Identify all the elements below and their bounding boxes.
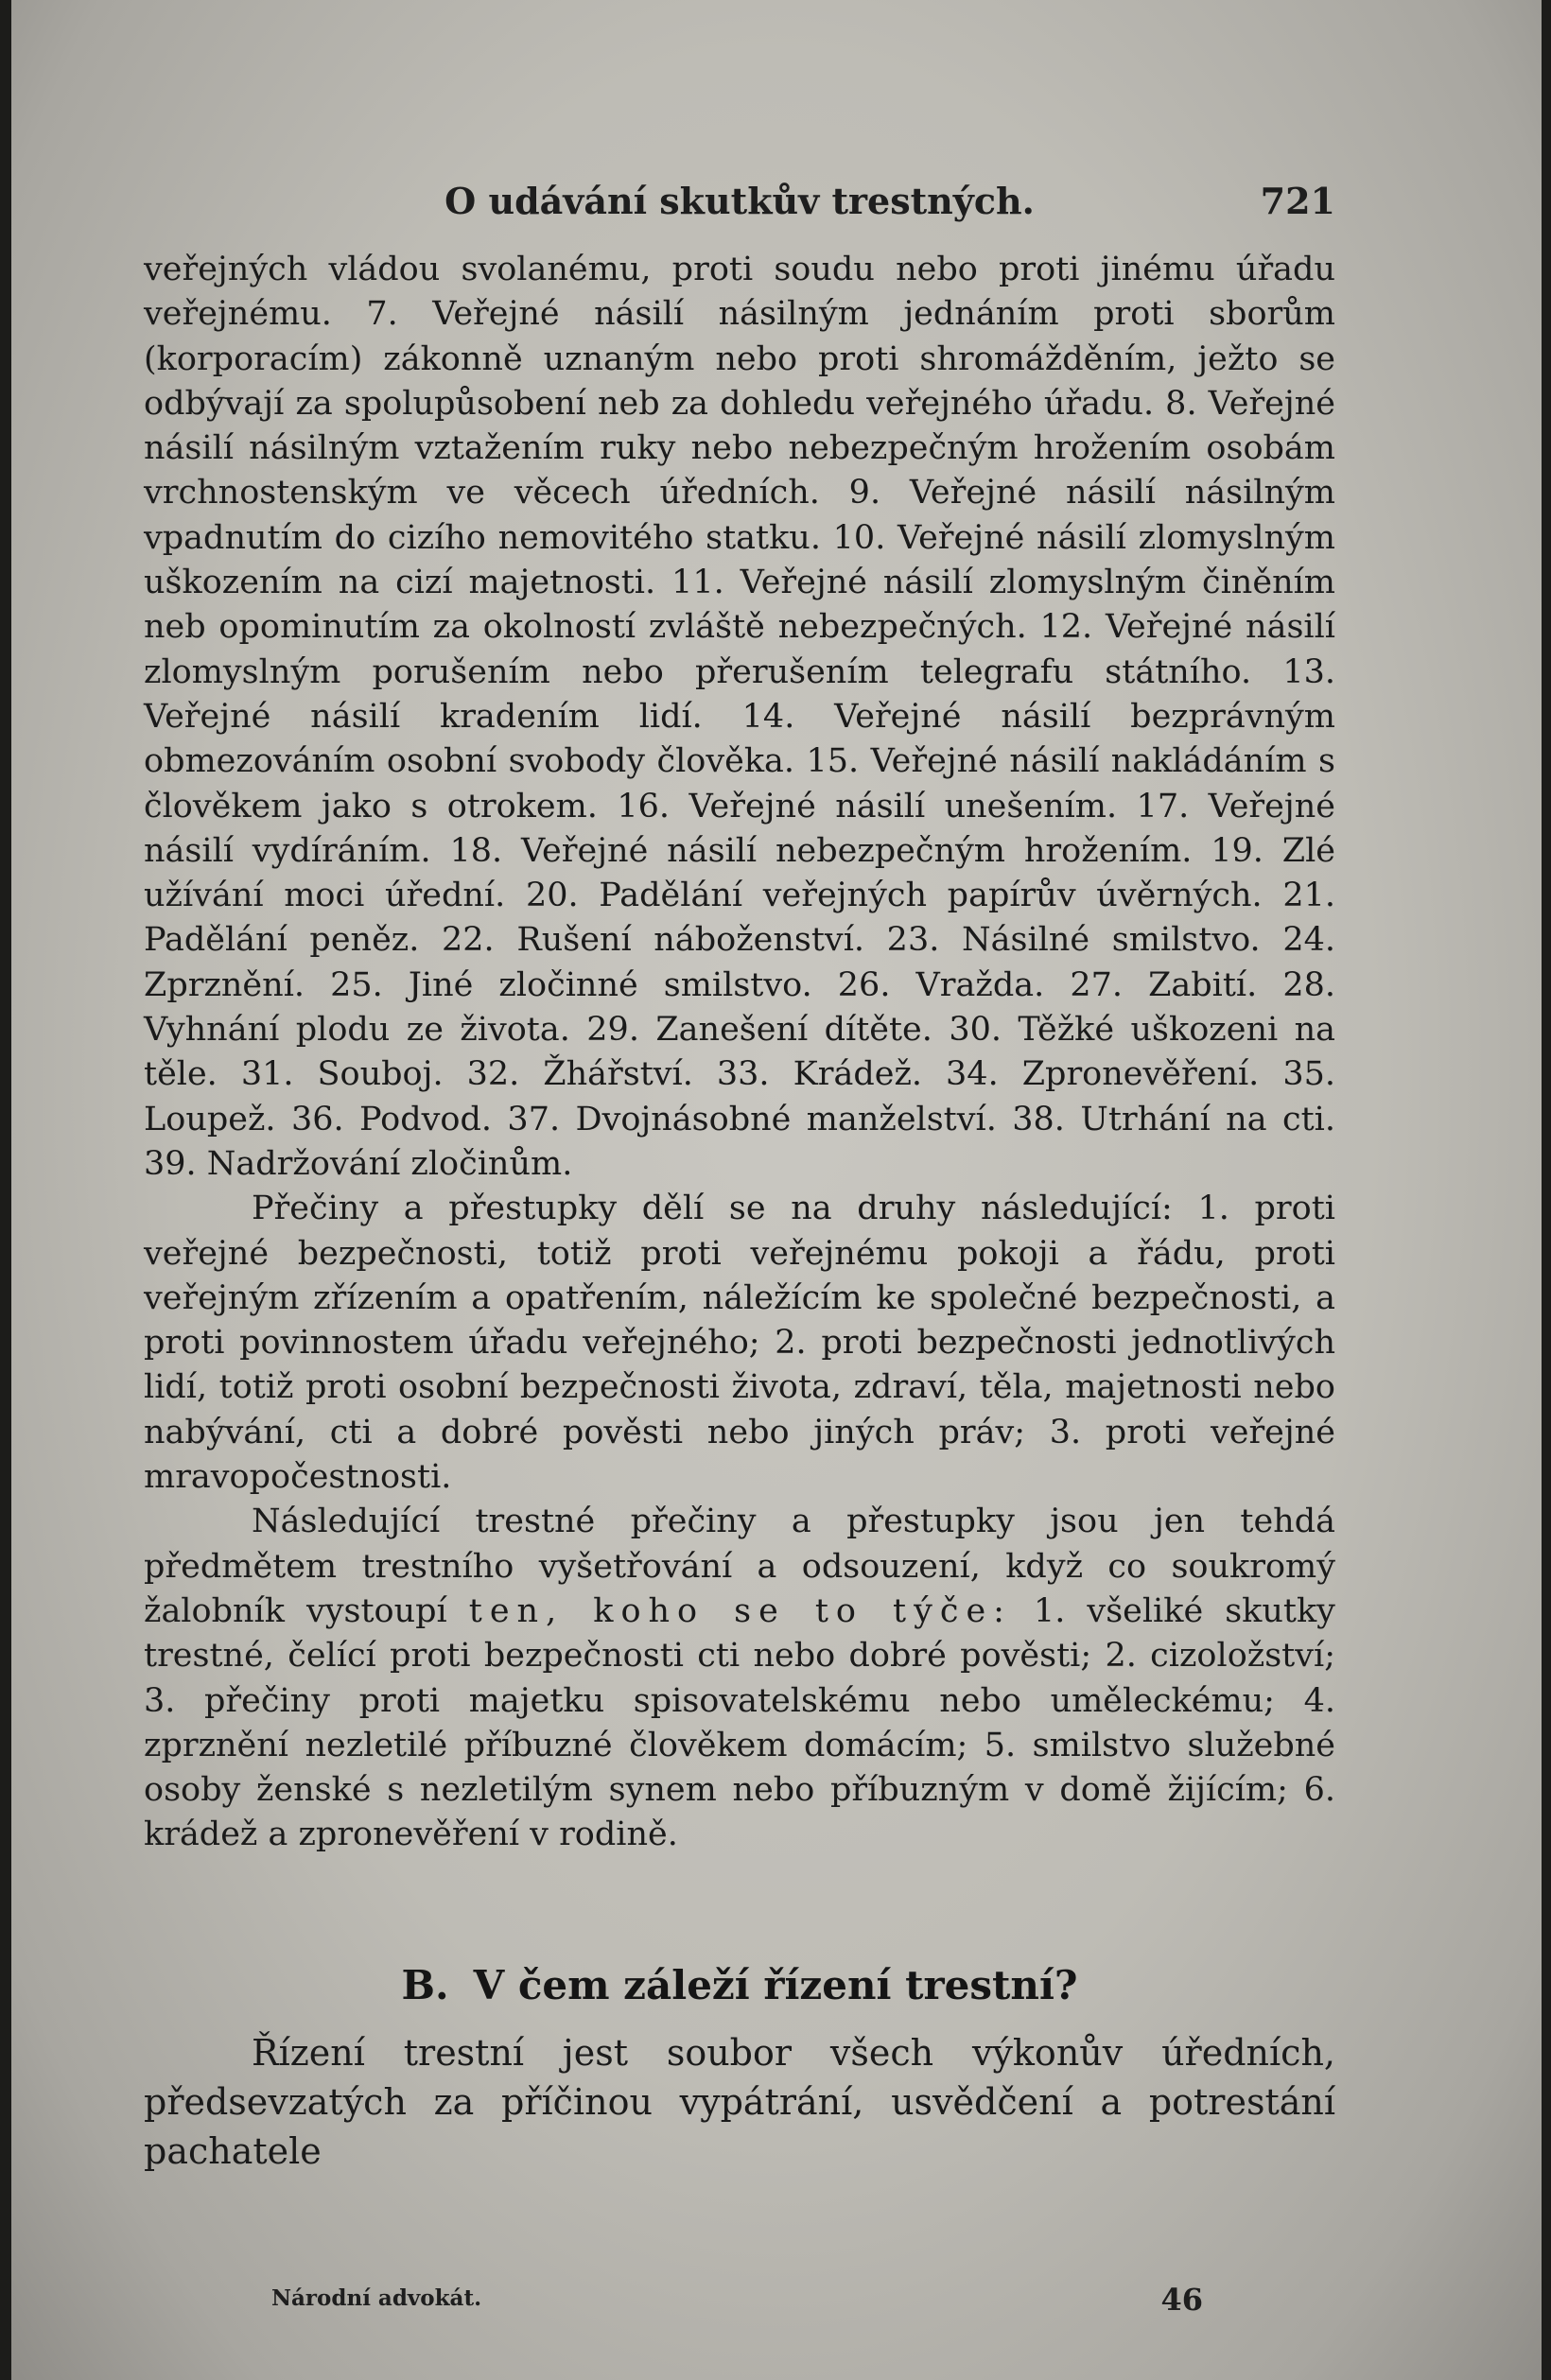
paragraph-misdemeanors: Přečiny a přestupky dělí se na druhy následující: 1. proti veřejné bezpečnosti, totiž proti veřejnému pokoji a řádu, proti veřejným zřízením a opatřením, náležícím ke společné bezpečnosti, a proti povinnostem úřadu veřejného; 2. proti bezpečnosti jednotlivých lidí, totiž proti osobní bezpečnosti života, zdraví, těla, majetnosti nebo nabývání, cti a dobré pověsti nebo jiných práv; 3. proti veřejné mravopočestnosti. (144, 1190, 1335, 1497)
signature-mark: 46 (1160, 2282, 1203, 2318)
page-number: 721 (1260, 180, 1335, 222)
book-page (11, 0, 1542, 2380)
spaced-emphasis: ten, koho se to týče: (468, 1591, 1012, 1630)
section-letter: B. (401, 1962, 449, 2008)
running-title: O udávání skutkův trestných. (444, 180, 1035, 222)
paragraph-crimes-list: veřejných vládou svolanému, proti soudu nebo proti jinému úřadu veřejnému. 7. Veřejné násilí násilným jednáním proti sborům (korporacím) zákonně uznaným nebo proti shromážděním, ježto se odbývají za spolupůsobení neb za dohledu veřejného úřadu. 8. Veřejné násilí násilným vztažením ruky nebo nebezpečným hrožením osobám vrchnostenským ve věcech úředních. 9. Veřejné násilí násilným vpadnutím do cizího nemovitého statku. 10. Veřejné násilí zlomyslným uškozením na cizí majetnosti. 11. Veřejné násilí zlomyslným činěním neb opominutím za okolností zvláště nebezpečných. 12. Veřejné násilí zlomyslným porušením nebo přerušením telegrafu státního. 13. Veřejné násilí kradením lidí. 14. Veřejné násilí bezprávným obmezováním osobní svobody člověka. 15. Veřejné násilí nakládáním s člověkem jako s otrokem. 16. Veřejné násilí unešením. 17. Veřejné násilí vydíráním. 18. Veřejné násilí nebezpečným hrožením. 19. Zlé užívání moci úřední. 20. Padělání veřejných papírův úvěrných. 21. Padělání peněz. 22. Rušení náboženství. 23. Násilné smilstvo. 24. Zprznění. 25. Jiné zločinné smilstvo. 26. Vražda. 27. Zabití. 28. Vyhnání plodu ze života. 29. Zanešení dítěte. 30. Těžké uškozeni na těle. 31. Souboj. 32. Žhářství. 33. Krádež. 34. Zpronevěření. 35. Loupež. 36. Podvod. 37. Dvojnásobné manželství. 38. Utrhání na cti. 39. Nadržování zločinům. (144, 251, 1335, 1183)
paragraph-criminal-procedure: Řízení trestní jest soubor všech výkonův úředních, předsevzatých za příčinou vypátrání, usvědčení a potrestání pachatele (144, 2032, 1335, 2172)
section-text (144, 2028, 1335, 2176)
page-header (144, 180, 1335, 236)
main-text (144, 248, 1335, 1858)
signature-line: Národní advokát. (271, 2285, 482, 2311)
section-title: V čem záleží řízení trestní? (473, 1962, 1078, 2008)
paragraph-private-prosecution-start: Následující trestné přečiny a přestupky jsou jen tehdá předmětem trestního vyšetřování a odsouzení, když co soukromý žalobník vystoupí (144, 1503, 1335, 1630)
section-heading (144, 1962, 1335, 2008)
paragraph-private-prosecution (144, 1500, 1335, 1857)
page-footer (144, 2282, 1335, 2319)
paragraph-private-prosecution-end: 1. všeliké skutky trestné, čelící proti bezpečnosti cti nebo dobré pověsti; 2. cizoložství; 3. přečiny proti majetku spisovatelskému nebo uměleckému; 4. zprznění nezletilé příbuzné člověkem domácím; 5. smilstvo služebné osoby ženské s nezletilým synem nebo příbuzným v domě žijícím; 6. krádež a zpronevěření v rodině. (144, 1591, 1335, 1854)
